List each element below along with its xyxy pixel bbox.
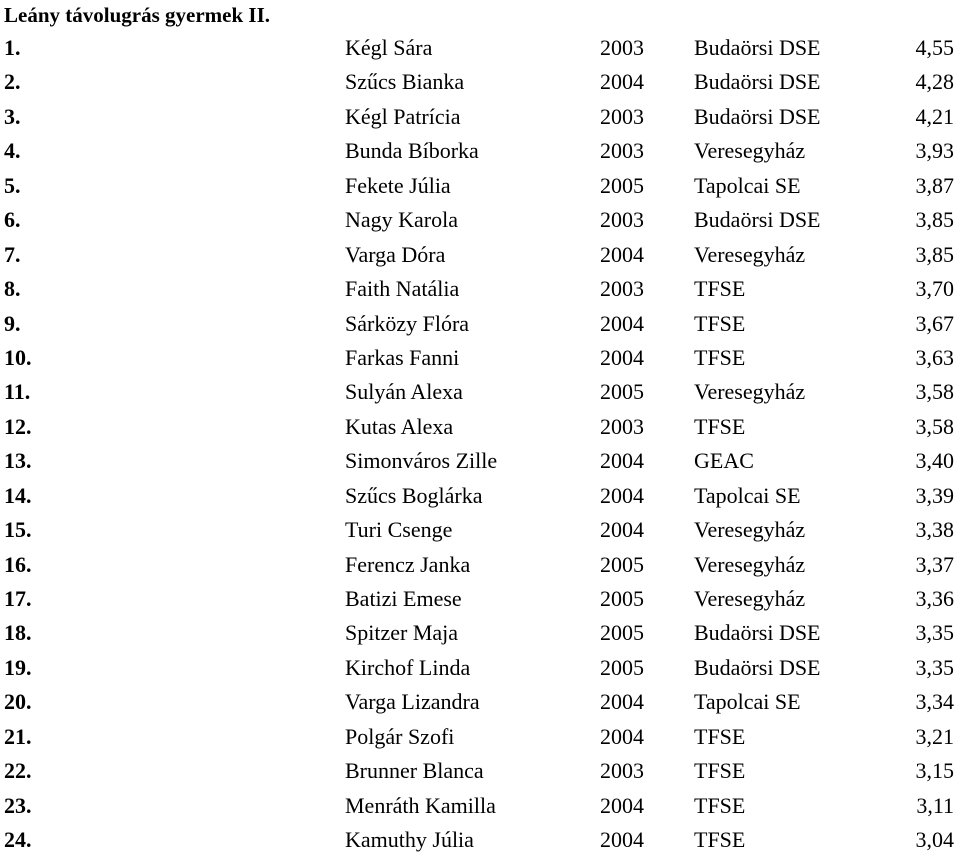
club-name: TFSE [694,413,746,439]
athlete-name: Varga Dóra [345,241,446,267]
athlete-name: Polgár Szofi [345,723,455,749]
birth-year: 2005 [600,551,644,577]
jump-distance: 4,28 [915,69,954,95]
club-name: TFSE [694,344,746,370]
results-list [0,31,960,858]
result-row [0,582,960,616]
jump-distance: 3,37 [915,551,954,577]
athlete-name: Ferencz Janka [345,551,471,577]
athlete-name: Kamuthy Júlia [345,827,474,853]
jump-distance: 4,55 [915,35,954,60]
athlete-name: Batizi Emese [345,586,462,611]
athlete-name: Brunner Blanca [345,758,484,784]
jump-distance: 3,34 [915,689,954,715]
place-number: 1. [4,35,21,60]
birth-year: 2004 [600,689,644,715]
jump-distance: 3,35 [915,654,954,680]
birth-year: 2004 [600,241,644,267]
birth-year: 2003 [600,35,644,60]
club-name: Veresegyház [694,517,806,543]
birth-year: 2005 [600,620,644,646]
result-row [0,616,960,650]
place-number: 20. [4,689,32,715]
place-number: 3. [4,103,21,129]
club-name: Veresegyház [694,379,806,405]
place-number: 17. [4,586,32,611]
birth-year: 2003 [600,103,644,129]
birth-year: 2005 [600,586,644,611]
birth-year: 2004 [600,482,644,508]
club-name: TFSE [694,310,746,336]
birth-year: 2004 [600,69,644,95]
birth-year: 2004 [600,827,644,853]
jump-distance: 3,58 [915,379,954,405]
place-number: 2. [4,69,21,95]
place-number: 21. [4,723,32,749]
athlete-name: Nagy Karola [345,207,459,233]
jump-distance: 4,21 [915,103,954,129]
result-row [0,375,960,409]
result-row [0,479,960,513]
place-number: 6. [4,207,21,233]
place-number: 22. [4,758,32,784]
result-row [0,341,960,375]
athlete-name: Menráth Kamilla [345,792,496,818]
athlete-name: Kégl Sára [345,35,433,60]
athlete-name: Bunda Bíborka [345,138,479,164]
birth-year: 2005 [600,654,644,680]
club-name: Budaörsi DSE [694,103,821,129]
place-number: 13. [4,448,32,474]
club-name: Veresegyház [694,138,806,164]
place-number: 4. [4,138,21,164]
birth-year: 2003 [600,276,644,302]
jump-distance: 3,87 [915,172,954,198]
jump-distance: 3,70 [915,276,954,302]
place-number: 18. [4,620,32,646]
club-name: GEAC [694,448,754,474]
result-row [0,238,960,272]
birth-year: 2005 [600,172,644,198]
club-name: Veresegyház [694,241,806,267]
birth-year: 2003 [600,758,644,784]
club-name: Budaörsi DSE [694,207,821,233]
place-number: 19. [4,654,32,680]
jump-distance: 3,58 [915,413,954,439]
result-row [0,513,960,547]
athlete-name: Kutas Alexa [345,413,454,439]
club-name: Budaörsi DSE [694,620,821,646]
result-row [0,720,960,754]
place-number: 5. [4,172,21,198]
club-name: TFSE [694,276,746,302]
result-row [0,823,960,857]
place-number: 15. [4,517,32,543]
athlete-name: Faith Natália [345,276,460,302]
club-name: TFSE [694,792,746,818]
result-row [0,272,960,306]
birth-year: 2004 [600,792,644,818]
club-name: Budaörsi DSE [694,35,821,60]
club-name: Budaörsi DSE [694,654,821,680]
result-row [0,169,960,203]
athlete-name: Sulyán Alexa [345,379,463,405]
place-number: 14. [4,482,32,508]
result-row [0,65,960,99]
jump-distance: 3,93 [915,138,954,164]
jump-distance: 3,36 [915,586,954,611]
place-number: 23. [4,792,32,818]
result-row [0,31,960,65]
club-name: TFSE [694,723,746,749]
club-name: Veresegyház [694,586,806,611]
athlete-name: Szűcs Bianka [345,69,465,95]
birth-year: 2004 [600,344,644,370]
place-number: 16. [4,551,32,577]
jump-distance: 3,04 [915,827,954,853]
place-number: 9. [4,310,21,336]
athlete-name: Fekete Júlia [345,172,451,198]
club-name: Budaörsi DSE [694,69,821,95]
birth-year: 2003 [600,138,644,164]
place-number: 7. [4,241,21,267]
jump-distance: 3,11 [916,792,954,818]
page-title: Leány távolugrás gyermek II. [4,3,270,27]
athlete-name: Farkas Fanni [345,344,460,370]
birth-year: 2004 [600,448,644,474]
result-row [0,444,960,478]
jump-distance: 3,21 [915,723,954,749]
club-name: Veresegyház [694,551,806,577]
place-number: 11. [4,379,31,405]
athlete-name: Spitzer Maja [345,620,459,646]
club-name: Tapolcai SE [694,172,801,198]
result-row [0,134,960,168]
birth-year: 2003 [600,413,644,439]
athlete-name: Simonváros Zille [345,448,498,474]
result-row [0,754,960,788]
jump-distance: 3,40 [915,448,954,474]
athlete-name: Turi Csenge [345,517,453,543]
jump-distance: 3,85 [915,241,954,267]
place-number: 8. [4,276,21,302]
result-row [0,100,960,134]
result-row [0,548,960,582]
birth-year: 2003 [600,207,644,233]
club-name: TFSE [694,827,746,853]
athlete-name: Kirchof Linda [345,654,471,680]
birth-year: 2004 [600,723,644,749]
birth-year: 2005 [600,379,644,405]
club-name: Tapolcai SE [694,689,801,715]
birth-year: 2004 [600,310,644,336]
athlete-name: Sárközy Flóra [345,310,470,336]
result-row [0,789,960,823]
birth-year: 2004 [600,517,644,543]
athlete-name: Szűcs Boglárka [345,482,483,508]
club-name: Tapolcai SE [694,482,801,508]
jump-distance: 3,85 [915,207,954,233]
jump-distance: 3,35 [915,620,954,646]
place-number: 10. [4,344,32,370]
athlete-name: Varga Lizandra [345,689,480,715]
result-row [0,685,960,719]
athlete-name: Kégl Patrícia [345,103,461,129]
jump-distance: 3,67 [915,310,954,336]
jump-distance: 3,39 [915,482,954,508]
jump-distance: 3,63 [915,344,954,370]
place-number: 24. [4,827,32,853]
result-row [0,203,960,237]
club-name: TFSE [694,758,746,784]
result-row [0,410,960,444]
jump-distance: 3,38 [915,517,954,543]
jump-distance: 3,15 [915,758,954,784]
place-number: 12. [4,413,32,439]
result-row [0,307,960,341]
result-row [0,651,960,685]
